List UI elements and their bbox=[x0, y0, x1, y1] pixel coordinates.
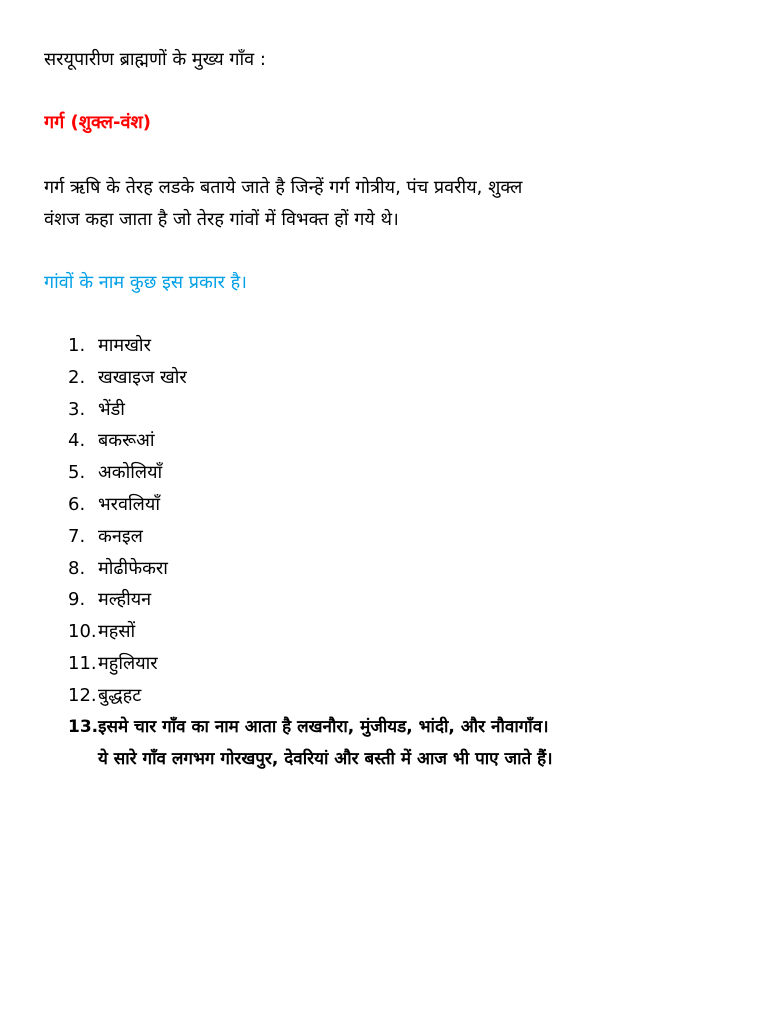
village-item bbox=[68, 425, 738, 457]
village-name: कनइल bbox=[98, 525, 143, 547]
village-item bbox=[68, 330, 738, 362]
paragraph-line: गर्ग ऋषि के तेरह लडके बताये जाते है जिन्हें गर्ग गोत्रीय, पंच प्रवरीय, शुक्ल bbox=[44, 177, 523, 198]
village-name: महसों bbox=[98, 621, 136, 643]
village-item bbox=[68, 394, 738, 426]
paragraph-line: वंशज कहा जाता है जो तेरह गांवों में विभक्त हों गये थे। bbox=[44, 209, 399, 230]
village-item bbox=[68, 457, 738, 489]
village-number: 11. bbox=[68, 652, 97, 674]
village-name: खखाइज खोर bbox=[98, 366, 187, 388]
village-list bbox=[68, 330, 738, 712]
village-number: 8. bbox=[68, 557, 86, 579]
village-name: भेंडी bbox=[98, 398, 125, 420]
village-number: 2. bbox=[68, 366, 86, 388]
village-name: बुद्धहट bbox=[98, 684, 142, 706]
village-item bbox=[68, 489, 738, 521]
village-item bbox=[68, 648, 738, 680]
village-number: 10. bbox=[68, 621, 97, 643]
village-item bbox=[68, 680, 738, 712]
village-name: मल्हीयन bbox=[98, 589, 152, 611]
village-number: 5. bbox=[68, 462, 86, 484]
village-number: 3. bbox=[68, 398, 86, 420]
village-item bbox=[68, 584, 738, 616]
list-intro: गांवों के नाम कुछ इस प्रकार है। bbox=[44, 272, 247, 293]
village-number: 6. bbox=[68, 493, 86, 515]
village-name: अकोलियाँ bbox=[98, 462, 163, 484]
village-number: 4. bbox=[68, 430, 86, 452]
village-item bbox=[68, 616, 738, 648]
village-name: भरवलियाँ bbox=[98, 493, 160, 515]
village-name: मामखोर bbox=[98, 335, 151, 356]
village-item bbox=[68, 553, 738, 585]
village-name: मोढीफेकरा bbox=[98, 557, 168, 579]
final-item-line: ये सारे गाँव लगभग गोरखपुर, देवरियां और बस्ती में आज भी पाए जाते हैं। bbox=[98, 748, 553, 769]
village-number: 7. bbox=[68, 525, 86, 547]
final-item-number: 13. bbox=[68, 717, 99, 737]
village-number: 12. bbox=[68, 684, 97, 706]
final-list-item bbox=[68, 712, 738, 776]
section-heading: गर्ग (शुक्ल-वंश) bbox=[44, 112, 151, 133]
village-item bbox=[68, 362, 738, 394]
page-title: सरयूपारीण ब्राह्मणों के मुख्य गाँव : bbox=[44, 49, 266, 70]
village-name: बकरूआं bbox=[98, 430, 155, 452]
village-name: महुलियार bbox=[98, 652, 158, 674]
final-item-line: इसमे चार गाँव का नाम आता है लखनौरा, मुंजीयड, भांदी, और नौवागाँव। bbox=[98, 717, 549, 737]
village-number: 1. bbox=[68, 335, 86, 356]
village-item bbox=[68, 521, 738, 553]
village-number: 9. bbox=[68, 589, 86, 611]
